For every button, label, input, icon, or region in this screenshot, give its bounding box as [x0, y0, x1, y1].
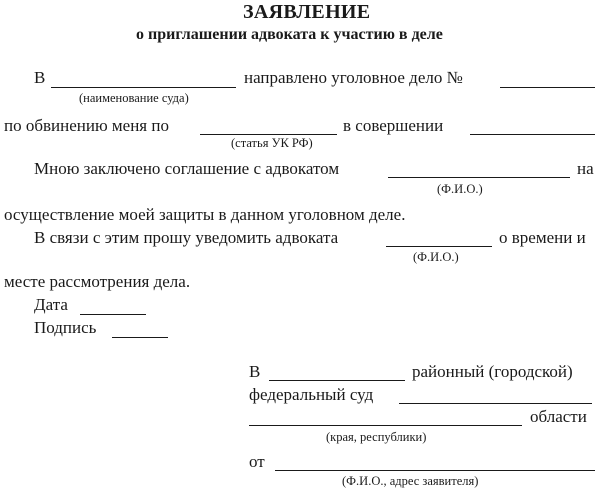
crime-blank	[470, 134, 595, 135]
notify-lawyer-blank	[386, 246, 492, 247]
commission-text: в совершении	[343, 116, 444, 135]
article-blank	[200, 134, 337, 135]
case-sent-text: направлено уголовное дело №	[244, 68, 463, 87]
district-court-text: районный (городской)	[412, 362, 573, 381]
notify-request-suffix: о времени и	[499, 228, 586, 247]
article-note: (статья УК РФ)	[231, 136, 313, 150]
applicant-blank	[275, 470, 595, 471]
agreement-suffix: на	[577, 159, 594, 178]
signature-blank	[112, 337, 168, 338]
region-blank	[249, 425, 522, 426]
region-note: (края, республики)	[326, 430, 427, 444]
court-name-blank	[51, 87, 236, 88]
accusation-prefix: по обвинению меня по	[4, 116, 169, 135]
case-number-blank	[500, 87, 595, 88]
document-title: ЗАЯВЛЕНИЕ	[243, 1, 371, 23]
addressee-prefix: В	[249, 362, 261, 381]
notify-request-text: В связи с этим прошу уведомить адвоката	[34, 228, 339, 247]
district-blank	[269, 380, 405, 381]
hearing-place-text: месте рассмотрения дела.	[4, 272, 191, 291]
region-suffix: области	[530, 407, 587, 426]
notify-lawyer-fio-note: (Ф.И.О.)	[413, 250, 459, 264]
from-prefix: от	[249, 452, 265, 471]
lawyer-name-blank	[388, 177, 570, 178]
federal-court-blank	[399, 403, 592, 404]
lawyer-fio-note: (Ф.И.О.)	[437, 182, 483, 196]
federal-court-text: федеральный суд	[249, 385, 374, 404]
agreement-text: Мною заключено соглашение с адвокатом	[34, 159, 340, 178]
applicant-note: (Ф.И.О., адрес заявителя)	[342, 474, 479, 488]
signature-label: Подпись	[34, 318, 97, 337]
date-blank	[80, 314, 146, 315]
court-name-note: (наименование суда)	[79, 91, 189, 105]
defense-text: осуществление моей защиты в данном уголовном деле.	[4, 205, 406, 224]
date-label: Дата	[34, 295, 68, 314]
document-subtitle: о приглашении адвоката к участию в деле	[136, 26, 443, 43]
court-prefix: В	[34, 68, 46, 87]
